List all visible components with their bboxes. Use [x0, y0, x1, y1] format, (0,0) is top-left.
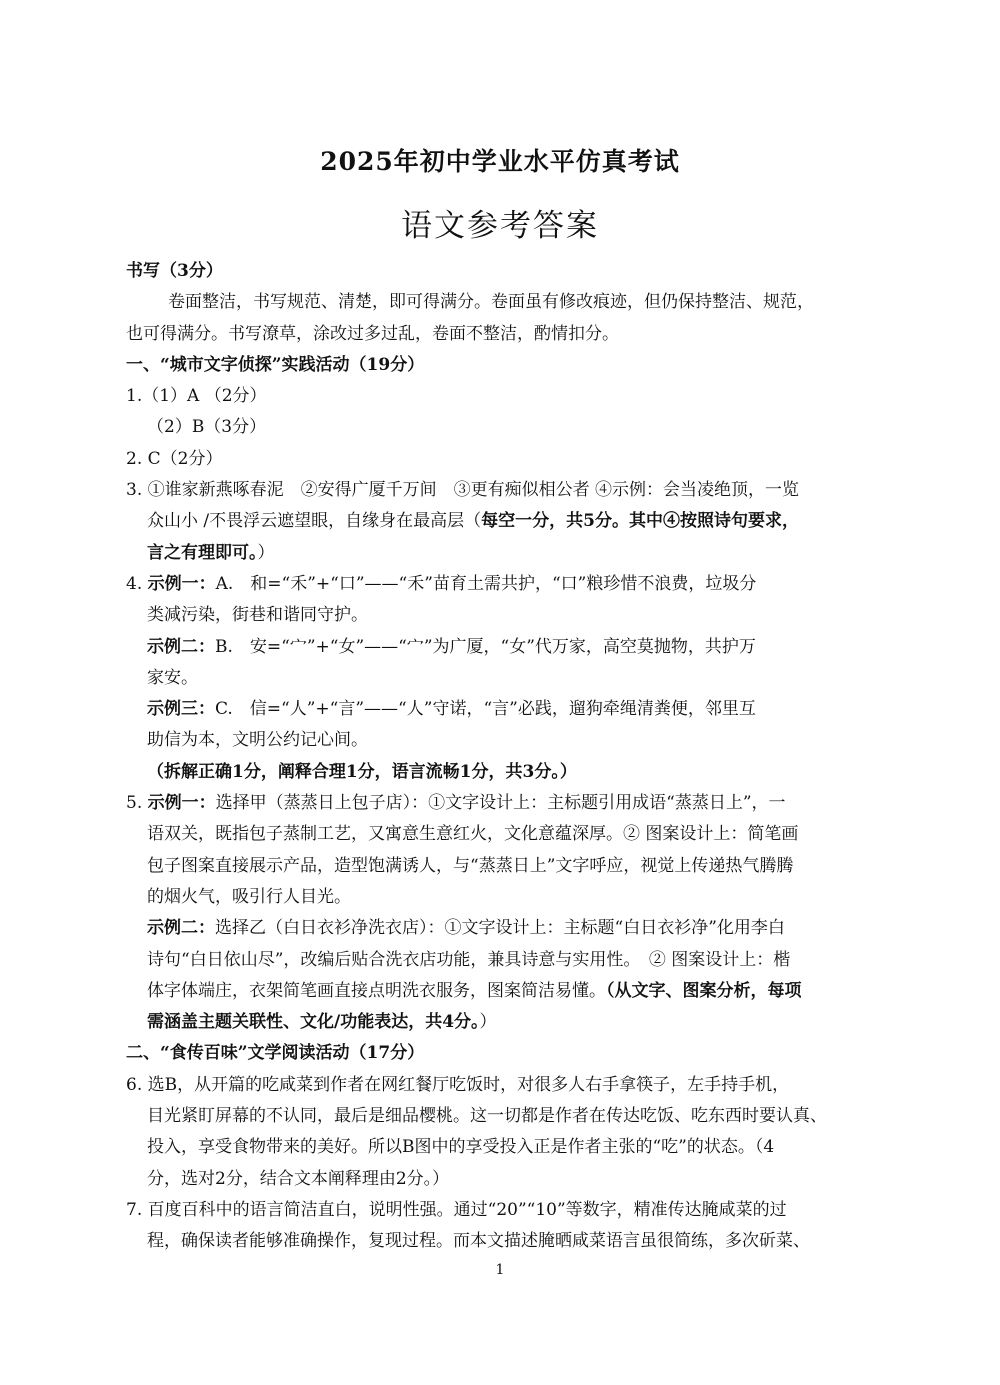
bold-text: 每空一分，共5分。其中④按照诗句要求， — [481, 511, 799, 532]
bold-text: 示例二： — [147, 918, 215, 939]
text-line — [126, 412, 878, 443]
bold-text: 一、“城市文字侦探”实践活动（19分） — [126, 354, 425, 375]
text-line — [126, 1226, 878, 1257]
text-line — [126, 600, 878, 631]
text-segment: 体字体端庄，衣架简笔画直接点明洗衣服务，图案简洁易懂。 — [147, 980, 606, 1001]
text-segment: 类减污染，街巷和谐同守护。 — [147, 605, 368, 626]
text-line — [126, 444, 878, 475]
bold-text: 示例二： — [147, 636, 215, 657]
text-line — [126, 350, 878, 381]
answer-body — [126, 256, 878, 1258]
text-line — [126, 663, 878, 694]
text-segment: ） — [479, 1012, 497, 1033]
bold-text: （拆解正确1分，阐释合理1分，语言流畅1分，共3分。） — [147, 761, 577, 782]
text-segment: 程，确保读者能够准确操作，复现过程。而本文描述腌晒咸菜语言虽很简练，多次斫菜、 — [147, 1231, 810, 1252]
text-segment: 7. 百度百科中的语言简洁直白，说明性强。通过“20”“10”等数字，精准传达腌咸菜的过 — [126, 1199, 787, 1220]
text-line — [126, 632, 878, 663]
text-segment: 选择乙（白日衣衫净洗衣店）：①文字设计上：主标题“白日衣衫净”化用李白 — [215, 918, 785, 939]
document-title: 2025年初中学业水平仿真考试 — [320, 147, 680, 176]
text-line — [126, 287, 878, 318]
text-line — [126, 788, 878, 819]
bold-text: 言之有理即可。 — [147, 542, 258, 563]
text-segment: ） — [257, 542, 275, 563]
text-line — [126, 819, 878, 850]
text-segment: 2. C（2分） — [126, 448, 223, 469]
text-line — [126, 1070, 878, 1101]
text-line — [126, 1038, 878, 1069]
text-segment: 6. 选B，从开篇的吃咸菜到作者在网红餐厅吃饭时，对很多人右手拿筷子，左手持手机， — [126, 1074, 790, 1095]
bold-text: 示例一： — [147, 793, 216, 814]
text-segment: 的烟火气，吸引行人目光。 — [147, 886, 351, 907]
bold-text: （从文字、图案分析，每项 — [606, 980, 802, 1001]
text-segment: 卷面整洁，书写规范、清楚，即可得满分。卷面虽有修改痕迹，但仍保持整洁、规范， — [168, 292, 814, 313]
text-line — [126, 475, 878, 506]
text-segment: 也可得满分。书写潦草，涂改过多过乱，卷面不整洁，酌情扣分。 — [126, 323, 619, 344]
text-line — [126, 913, 878, 944]
text-line — [126, 976, 878, 1007]
text-segment: （2）B（3分） — [147, 417, 267, 438]
text-segment: B. 安=“宀”+“女”——“宀”为广厦，“女”代万家，高空莫抛物，共护万 — [215, 636, 756, 657]
bold-text: 书写（3分） — [126, 261, 223, 281]
text-segment: A. 和=“禾”+“口”——“禾”苗育土需共护，“口”粮珍惜不浪费，垃圾分 — [215, 573, 757, 594]
text-segment: 诗句“白日依山尽”，改编后贴合洗衣店功能，兼具诗意与实用性。 ② 图案设计上：楷 — [147, 949, 791, 970]
text-segment: 4. — [126, 573, 148, 594]
text-segment: 包子图案直接展示产品，造型饱满诱人，与“蒸蒸日上”文字呼应，视觉上传递热气腾腾 — [147, 855, 794, 876]
text-line — [126, 1164, 878, 1195]
text-line — [126, 506, 878, 537]
text-line — [126, 381, 878, 412]
text-line — [126, 1195, 878, 1226]
document-subtitle: 语文参考答案 — [401, 208, 599, 244]
page-number: 1 — [495, 1262, 505, 1278]
bold-text: 示例一： — [147, 573, 216, 594]
bold-text: 示例三： — [147, 699, 215, 720]
text-line — [126, 945, 878, 976]
text-segment: 助信为本，文明公约记心间。 — [147, 730, 368, 751]
bold-text: 需涵盖主题关联性、文化/功能表达，共4分。 — [147, 1012, 480, 1033]
text-line — [126, 569, 878, 600]
text-line — [126, 882, 878, 913]
text-line — [126, 319, 878, 350]
text-segment: 1.（1）A （2分） — [126, 386, 267, 407]
text-segment: 家安。 — [147, 667, 198, 688]
text-segment: 选择甲（蒸蒸日上包子店）：①文字设计上：主标题引用成语“蒸蒸日上”，一 — [215, 793, 786, 814]
text-segment: 分，选对2分，结合文本阐释理由2分。） — [147, 1168, 450, 1189]
bold-text: 二、“食传百味”文学阅读活动（17分） — [126, 1043, 425, 1064]
text-line — [126, 1132, 878, 1163]
text-segment: 5. — [126, 793, 148, 814]
text-line — [126, 725, 878, 756]
text-segment: 投入，享受食物带来的美好。所以B图中的享受投入正是作者主张的“吃”的状态。（4 — [147, 1137, 775, 1158]
text-segment: 目光紧盯屏幕的不认同，最后是细品樱桃。这一切都是作者在传达吃饭、吃东西时要认真、 — [147, 1106, 827, 1127]
text-segment: 3. ①谁家新燕啄春泥 ②安得广厦千万间 ③更有痴似相公者 ④示例：会当凌绝顶，一览 — [126, 480, 800, 501]
text-segment: C. 信=“人”+“言”——“人”守诺，“言”必践，遛狗牵绳清粪便，邻里互 — [215, 699, 756, 720]
text-segment: 众山小 /不畏浮云遮望眼，自缘身在最高层（ — [147, 511, 482, 532]
text-segment: 语双关，既指包子蒸制工艺，又寓意生意红火，文化意蕴深厚。② 图案设计上：简笔画 — [147, 824, 799, 845]
text-line — [126, 1007, 878, 1038]
text-line — [126, 256, 878, 287]
text-line — [126, 851, 878, 882]
text-line — [126, 694, 878, 725]
text-line — [126, 1101, 878, 1132]
text-line — [126, 538, 878, 569]
text-line — [126, 757, 878, 788]
